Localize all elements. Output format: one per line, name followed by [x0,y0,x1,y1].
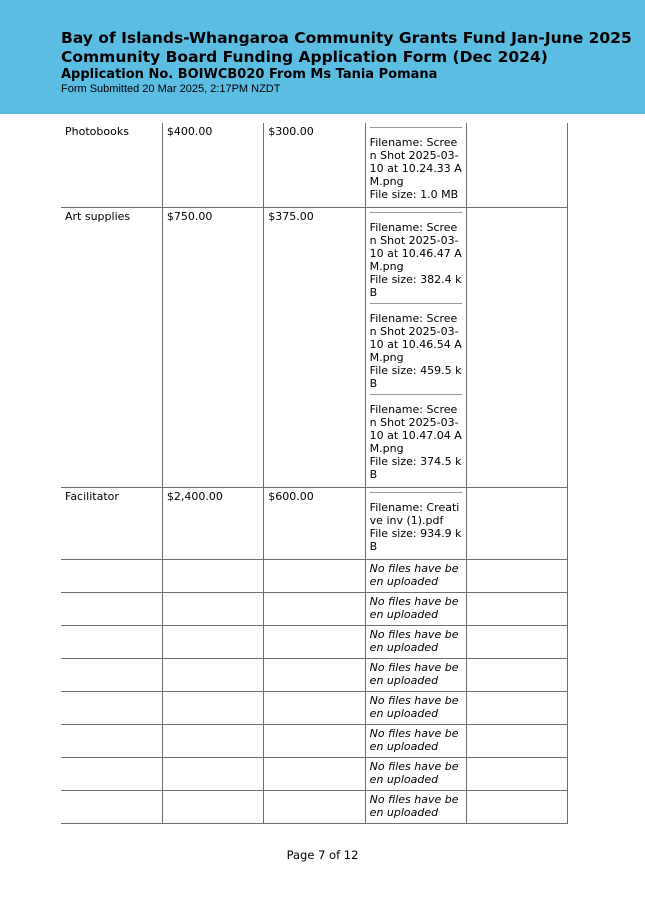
budget-table-body [61,123,568,824]
no-files-message: No files have been uploaded [369,628,459,654]
file-name: Filename: Screen Shot 2025-03-10 at 10.46.54 AM.png [369,312,462,364]
requested-cell [264,791,365,824]
item-cell [61,560,162,593]
submission-timestamp: Form Submitted 20 Mar 2025, 2:17PM NZDT [61,83,281,95]
notes-cell [467,659,568,692]
file-attachment [370,492,462,555]
requested-cell: $375.00 [264,208,365,488]
notes-cell [467,791,568,824]
files-cell [365,692,466,725]
amount-cell [162,692,263,725]
notes-cell [467,725,568,758]
item-cell: Art supplies [61,208,162,488]
notes-cell [467,488,568,560]
requested-cell [264,626,365,659]
requested-cell [264,692,365,725]
files-cell [365,560,466,593]
notes-cell [467,692,568,725]
notes-cell [467,758,568,791]
notes-cell [467,626,568,659]
amount-cell [162,560,263,593]
amount-cell: $750.00 [162,208,263,488]
table-row [61,123,568,208]
table-row [61,791,568,824]
file-size: File size: 374.5 kB [369,455,462,481]
amount-cell: $2,400.00 [162,488,263,560]
no-files-message: No files have been uploaded [369,793,459,819]
table-row [61,758,568,791]
item-cell [61,791,162,824]
files-cell [365,758,466,791]
item-cell [61,626,162,659]
table-row [61,488,568,560]
notes-cell [467,208,568,488]
no-files-message: No files have been uploaded [369,595,459,621]
requested-cell [264,725,365,758]
amount-cell: $400.00 [162,123,263,208]
item-cell [61,725,162,758]
file-attachment [370,127,462,203]
amount-cell [162,659,263,692]
amount-cell [162,725,263,758]
notes-cell [467,123,568,208]
table-row [61,659,568,692]
notes-cell [467,560,568,593]
file-name: Filename: Screen Shot 2025-03-10 at 10.46.47 AM.png [369,221,462,273]
requested-cell [264,560,365,593]
no-files-message: No files have been uploaded [369,760,459,786]
file-size: File size: 934.9 kB [369,527,462,553]
table-row [61,626,568,659]
files-cell [365,791,466,824]
no-files-message: No files have been uploaded [369,661,459,687]
file-attachment [370,303,462,392]
item-cell [61,692,162,725]
no-files-message: No files have been uploaded [369,727,459,753]
item-cell: Photobooks [61,123,162,208]
item-cell [61,758,162,791]
budget-table [61,123,568,824]
form-header [0,0,645,114]
file-size: File size: 382.4 kB [369,273,462,299]
file-name: Filename: Creative inv (1).pdf [369,501,460,527]
table-row [61,692,568,725]
table-row [61,560,568,593]
no-files-message: No files have been uploaded [369,562,459,588]
files-cell [365,208,466,488]
files-cell [365,593,466,626]
requested-cell: $600.00 [264,488,365,560]
files-cell [365,659,466,692]
no-files-message: No files have been uploaded [369,694,459,720]
application-number: Application No. BOIWCB020 From Ms Tania Pomana [61,67,438,82]
requested-cell [264,758,365,791]
files-cell [365,123,466,208]
notes-cell [467,593,568,626]
file-attachment [370,394,462,483]
form-subtitle: Community Board Funding Application Form (Dec 2024) [61,48,548,66]
file-name: Filename: Screen Shot 2025-03-10 at 10.47.04 AM.png [369,403,462,455]
file-size: File size: 459.5 kB [369,364,462,390]
file-size: File size: 1.0 MB [369,188,459,201]
form-title: Bay of Islands-Whangaroa Community Grants Fund Jan-June 2025 [61,29,632,47]
file-attachment [370,212,462,301]
files-cell [365,488,466,560]
requested-cell: $300.00 [264,123,365,208]
file-name: Filename: Screen Shot 2025-03-10 at 10.24.33 AM.png [369,136,462,188]
requested-cell [264,659,365,692]
amount-cell [162,593,263,626]
amount-cell [162,758,263,791]
table-row [61,725,568,758]
amount-cell [162,626,263,659]
page-number: Page 7 of 12 [286,848,359,862]
item-cell [61,659,162,692]
amount-cell [162,791,263,824]
requested-cell [264,593,365,626]
item-cell: Facilitator [61,488,162,560]
table-row [61,208,568,488]
table-row [61,593,568,626]
files-cell [365,725,466,758]
item-cell [61,593,162,626]
files-cell [365,626,466,659]
